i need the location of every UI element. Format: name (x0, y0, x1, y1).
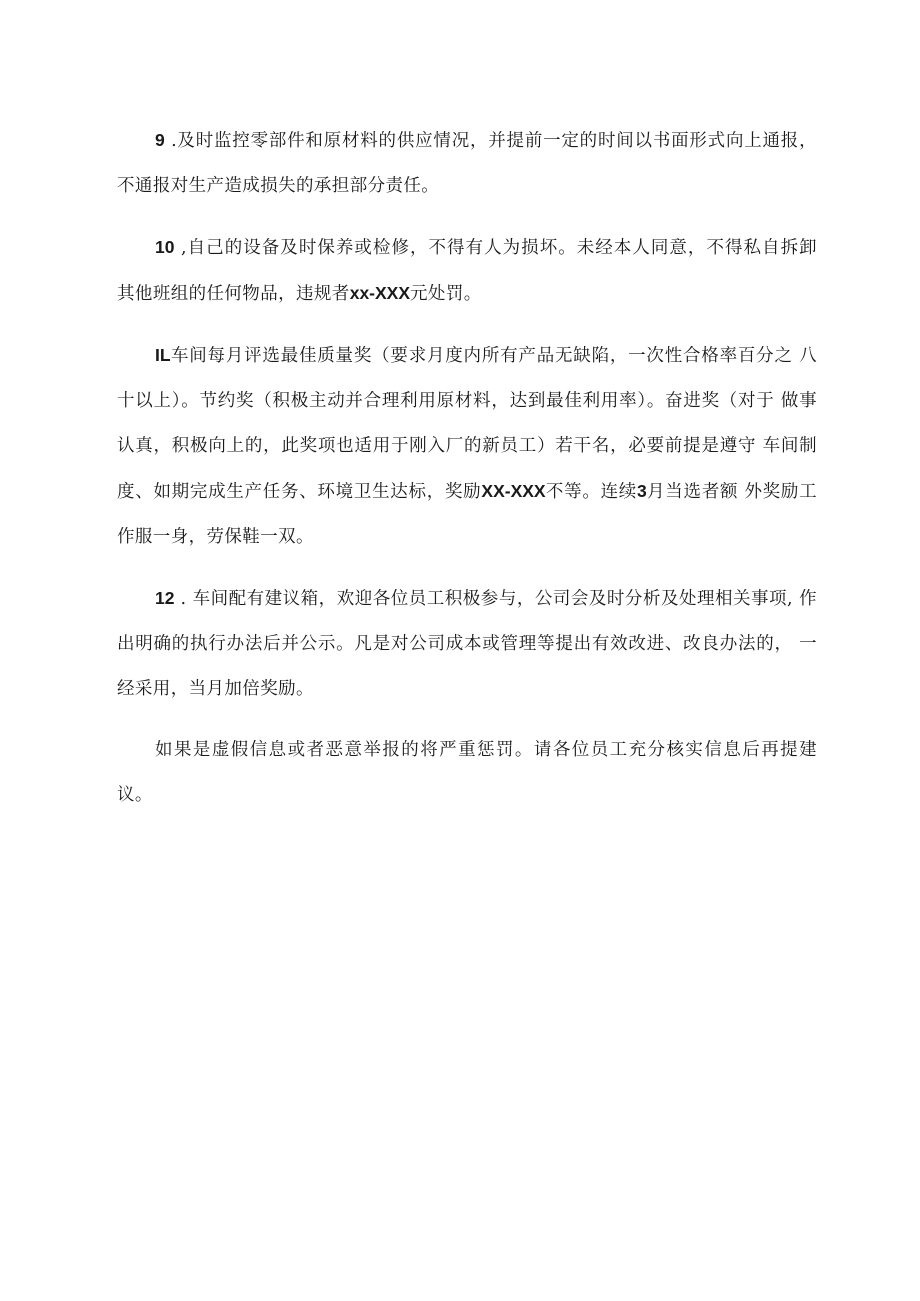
paragraph-text: 月当选者额 外奖励工作服一身，劳保鞋 (117, 482, 818, 547)
item-number: IL (155, 345, 171, 365)
item-number: 9 (155, 130, 165, 150)
closing-paragraph (117, 728, 817, 818)
paragraph-text: 确的执行办法后并公示。凡是对公司成本或管理等提出有效改进、改良办法的， 一经采用， (117, 634, 817, 699)
paragraph-text: 一双。 (260, 527, 314, 547)
item-number: 12 (155, 588, 175, 608)
paragraph-text: 如果是虚假信息或者恶意举报的将严重惩罚。请各位员工充分核实信息后再提建 议。 (117, 740, 817, 805)
paragraph-text: 成生产任务、环境卫生达标，奖励 (208, 482, 482, 502)
paragraph-item-10 (117, 225, 817, 317)
paragraph-text: 班组的任何物品，违规者 (152, 284, 350, 304)
paragraph-text: 报对生产造成损失的承担部分责任。 (152, 176, 440, 196)
paragraph-text: ,自己的设备及时保养或检修，不得有人为损坏。未经本人同意，不得私自拆卸 其他 (117, 238, 817, 304)
item-number: 10 (155, 237, 175, 257)
paragraph-item-9 (117, 118, 817, 209)
paragraph-item-12 (117, 576, 817, 712)
fine-amount: xx-XXX (349, 283, 411, 303)
paragraph-text: . 车间配有建议箱，欢迎各位员工积极参与，公司会及时分析及处理相关事项, 作出明 (117, 589, 817, 654)
months-count: 3 (637, 481, 647, 501)
paragraph-text: 车间每月评选最佳质量奖（要求月度内所有产品无缺陷，一次性合格率百分之 八十以 (117, 346, 817, 411)
paragraph-text: .及时监控零部件和原材料的供应情况，并提前一定的时间以书面形式向上通报， 不通 (117, 131, 817, 196)
paragraph-text: 元处罚。 (410, 284, 482, 304)
paragraph-text: 积极向上的，此奖项也适用于刚入厂的新员工）若干名，必要前提是遵守 车间制度、如期完 (117, 436, 817, 502)
paragraph-text: 上）。节约奖（积极主动并合理利用原材料，达到最佳利用率）。奋进奖（对于 做事认真， (117, 391, 817, 456)
paragraph-text: 不等。连续 (545, 482, 638, 502)
paragraph-item-11 (117, 333, 817, 560)
reward-amount: XX-XXX (481, 481, 546, 501)
paragraph-text: 当月加倍奖励。 (188, 679, 314, 699)
document-body (117, 118, 817, 834)
